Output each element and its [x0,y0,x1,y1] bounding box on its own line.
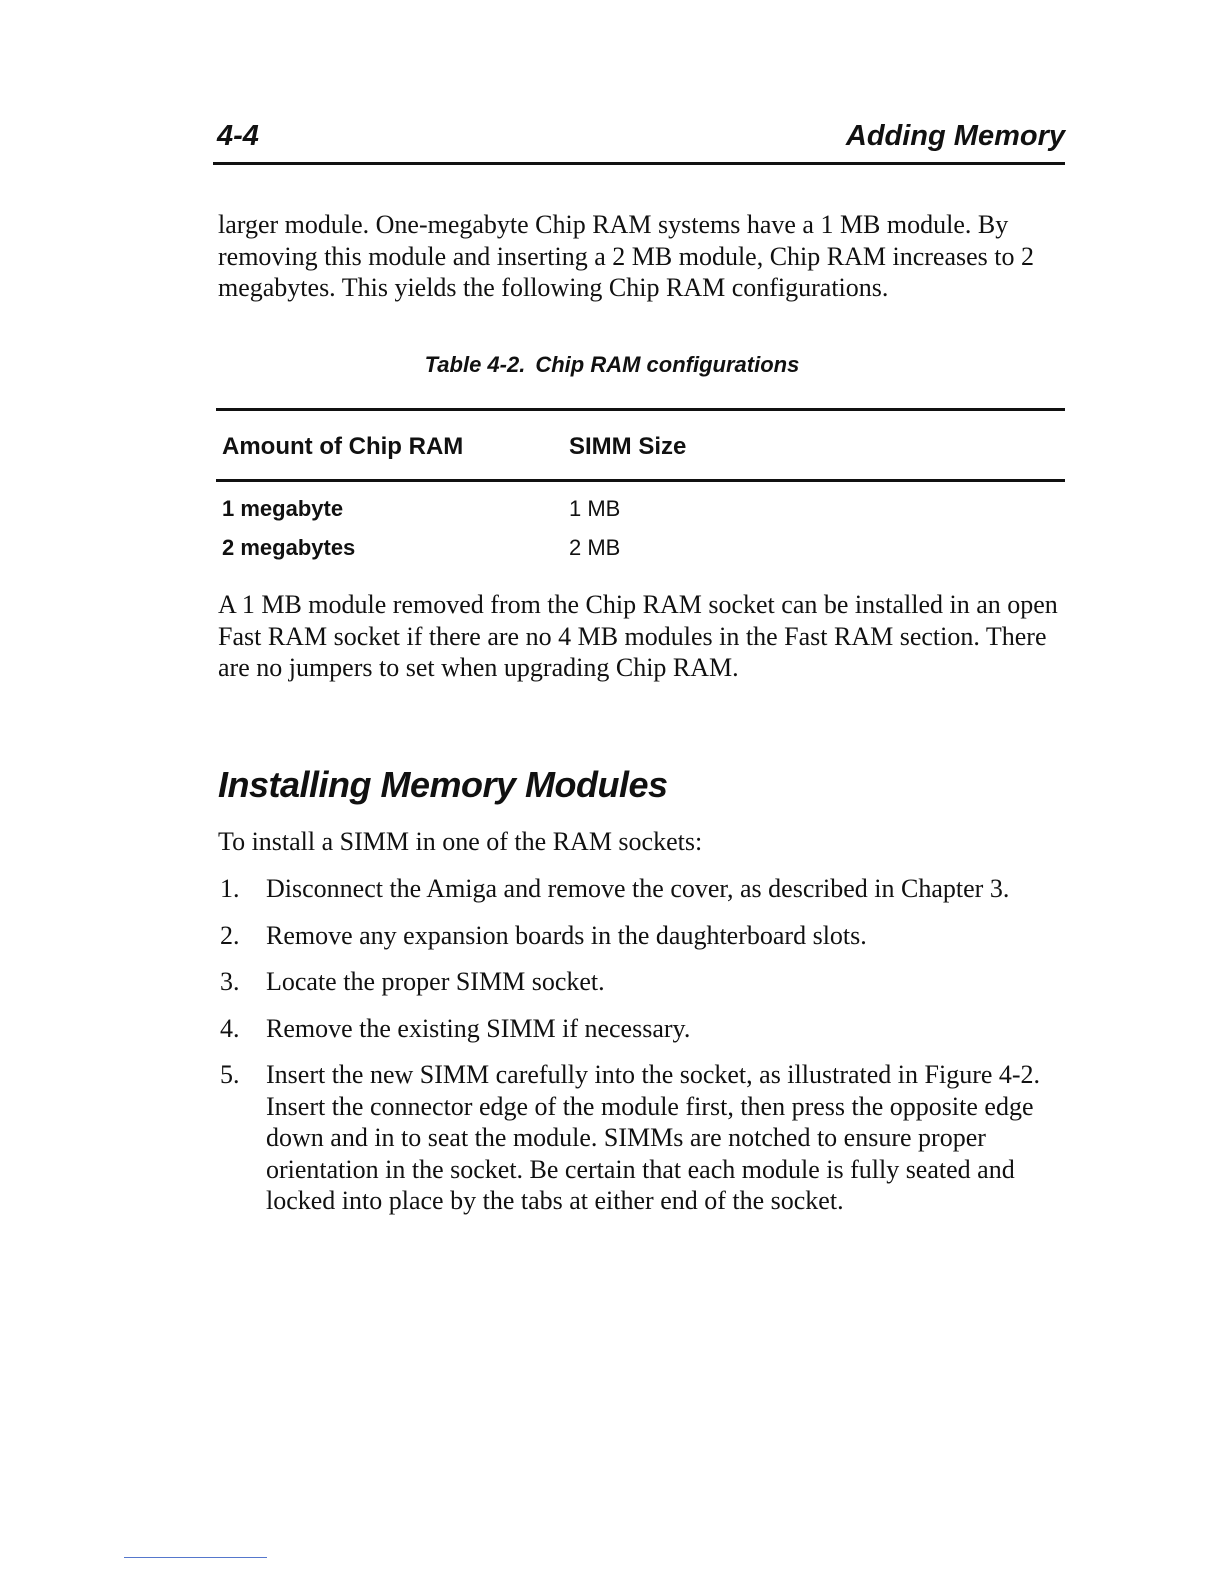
section-intro: To install a SIMM in one of the RAM sockets: [218,827,703,856]
chapter-title: Adding Memory [845,120,1065,152]
step-number: 5. [220,1060,240,1089]
page-number: 4-4 [217,120,259,152]
table-row [216,496,1065,535]
list-item [218,873,1068,905]
footer-rule [124,1557,267,1558]
table-cell: 2 MB [569,535,621,560]
step-text: Disconnect the Amiga and remove the cover, as described in Chapter 3. [266,874,1010,903]
table-header-row [216,411,1065,479]
running-header [213,118,1065,165]
list-item [218,1013,1068,1045]
table-caption-text: Chip RAM configurations [535,352,800,377]
step-text: Remove the existing SIMM if necessary. [266,1013,691,1043]
table-row [216,535,1065,574]
list-item [218,920,1068,952]
table-body [216,496,1065,576]
body-paragraph-1: larger module. One-megabyte Chip RAM systems have a 1 MB module. By removing this module and inserting a 2 MB module, Chip RAM increases to 2 megabytes. This yields the following Chip RAM configurations. [218,210,1035,302]
column-header-amount: Amount of Chip RAM [222,433,464,460]
installation-steps [218,873,1068,1232]
step-number: 1. [220,874,240,903]
table-caption-label: Table 4-2. [424,352,526,377]
list-item [218,1059,1068,1217]
step-text: Insert the new SIMM carefully into the socket, as illustrated in Figure 4-2. Insert the connector edge of the module first, then press the opposite edge down and in to seat the module. SIMMs are notched to ensure proper orientation in the socket. Be certain that each module is fully seated and locked into place by the tabs at either end of the socket. [266,1060,1041,1215]
step-number: 3. [220,967,240,996]
step-text: Remove any expansion boards in the daughterboard slots. [266,920,867,950]
table-caption [0,352,1224,378]
body-paragraph-2: A 1 MB module removed from the Chip RAM socket can be installed in an open Fast RAM socket if there are no 4 MB modules in the Fast RAM section. There are no jumpers to set when upgrading Chip RAM. [218,590,1058,682]
list-item [218,966,1068,998]
section-heading: Installing Memory Modules [218,764,668,805]
table-header-rule [216,479,1065,482]
step-number: 2. [220,920,240,950]
step-number: 4. [220,1013,240,1043]
step-text: Locate the proper SIMM socket. [266,967,605,996]
table-cell: 2 megabytes [222,535,356,560]
column-header-simm-size: SIMM Size [569,433,687,460]
table-cell: 1 MB [569,496,621,521]
chip-ram-table [216,408,1065,576]
table-cell: 1 megabyte [222,496,344,521]
